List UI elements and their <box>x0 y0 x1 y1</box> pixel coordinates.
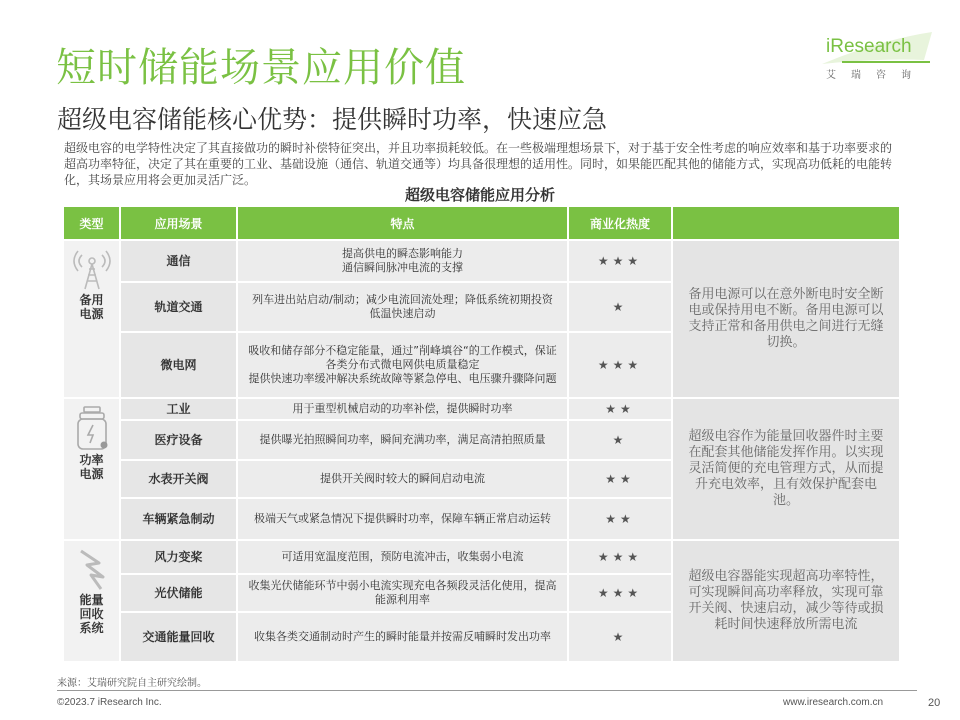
feature-cell: 极端天气或紧急情况下提供瞬时功率，保障车辆正常启动运转 <box>237 498 568 540</box>
heat-cell: ★ <box>568 612 672 662</box>
table-caption: 超级电容储能应用分析 <box>404 186 555 204</box>
scenario-cell: 通信 <box>120 240 237 282</box>
logo-brand: iResearch <box>826 36 912 57</box>
feature-cell: 收集光伏储能环节中弱小电流实现充电各频段灵活化使用，提高能源利用率 <box>237 574 568 612</box>
website-link[interactable]: www.iresearch.com.cn <box>783 697 884 708</box>
scenario-cell: 水表开关阀 <box>120 460 237 498</box>
heat-cell: ★★★ <box>568 540 672 574</box>
feature-cell: 收集各类交通制动时产生的瞬时能量并按需反哺瞬时发出功率 <box>237 612 568 662</box>
header-scenario: 应用场景 <box>120 206 237 240</box>
scenario-cell: 风力变桨 <box>120 540 237 574</box>
table-header-row <box>63 206 900 240</box>
intro-paragraph: 超级电容的电学特性决定了其直接做功的瞬时补偿特征突出，并且功率损耗较低。在一些极端理想场景下，对于基于安全性考虑的响应效率和基于功率要求的超高功率特征，决定了其在重要的工业、基础设施（通信、轨道交通等）均具备很理想的适用性。同时，如果能匹配其他的储能方式，实现高功低耗的电能转化，其场景应用将会更加灵活广泛。 <box>64 141 893 187</box>
heat-cell: ★★★ <box>568 240 672 282</box>
scenario-cell: 轨道交通 <box>120 282 237 332</box>
heat-cell: ★ <box>568 420 672 460</box>
type-label: 功率电源 <box>79 453 104 481</box>
type-label: 备用电源 <box>79 293 104 321</box>
feature-cell: 列车进出站启动/制动；减少电流回流处理；降低系统初期投资 低温快速启动 <box>237 282 568 332</box>
summary-cell: 备用电源可以在意外断电时安全断电或保持用电不断。备用电源可以支持正常和备用供电之间进行无缝切换。 <box>672 240 900 398</box>
feature-cell: 可适用宽温度范围，预防电流冲击，收集弱小电流 <box>237 540 568 574</box>
header-feature: 特点 <box>237 206 568 240</box>
feature-cell: 提供曝光拍照瞬间功率，瞬间充满功率，满足高清拍照质量 <box>237 420 568 460</box>
heat-cell: ★★ <box>568 460 672 498</box>
heat-cell: ★ <box>568 282 672 332</box>
source-note: 来源：艾瑞研究院自主研究绘制。 <box>57 678 207 689</box>
feature-cell: 提高供电的瞬态影响能力 通信瞬间脉冲电流的支撑 <box>237 240 568 282</box>
table-row <box>63 540 900 574</box>
heat-cell: ★★★ <box>568 332 672 398</box>
feature-cell: 用于重型机械启动的功率补偿，提供瞬时功率 <box>237 398 568 420</box>
type-cell <box>63 398 120 540</box>
feature-cell: 吸收和储存部分不稳定能量，通过”削峰填谷“的工作模式，保证各类分布式微电网供电质量稳定 提供快速功率缓冲解决系统故障等紧急停电、电压骤升骤降问题 <box>237 332 568 398</box>
heat-cell: ★★ <box>568 498 672 540</box>
logo-cn: 艾瑞咨询 <box>826 70 926 81</box>
iresearch-logo <box>820 30 936 86</box>
footer-divider <box>57 690 917 691</box>
scenario-cell: 微电网 <box>120 332 237 398</box>
summary-cell: 超级电容作为能量回收器件时主要在配套其他储能发挥作用。以实现灵活简便的充电管理方式，从而提升充电效率，且有效保护配套电池。 <box>672 398 900 540</box>
page-title: 短时储能场景应用价值 <box>56 45 466 91</box>
battery-jar-icon <box>74 405 110 451</box>
antenna-tower-icon <box>72 247 112 291</box>
type-label: 能量回收系统 <box>79 593 104 635</box>
scenario-cell: 交通能量回收 <box>120 612 237 662</box>
header-heat: 商业化热度 <box>568 206 672 240</box>
heat-cell: ★★★ <box>568 574 672 612</box>
scenario-cell: 车辆紧急制动 <box>120 498 237 540</box>
logo-underline <box>842 61 930 63</box>
type-cell <box>63 540 120 662</box>
type-cell <box>63 240 120 398</box>
copyright: ©2023.7 iResearch Inc. <box>57 697 162 708</box>
table-row <box>63 240 900 282</box>
header-type: 类型 <box>63 206 120 240</box>
scenario-cell: 工业 <box>120 398 237 420</box>
page-subtitle: 超级电容储能核心优势：提供瞬时功率，快速应急 <box>57 105 608 134</box>
feature-cell: 提供开关阀时较大的瞬间启动电流 <box>237 460 568 498</box>
header-summary <box>672 206 900 240</box>
scenario-cell: 光伏储能 <box>120 574 237 612</box>
summary-cell: 超级电容器能实现超高功率特性，可实现瞬间高功率释放，实现可靠开关阀、快速启动，减少等待或损耗时间快速释放所需电流 <box>672 540 900 662</box>
table-row <box>63 398 900 420</box>
lightning-icon <box>77 547 107 591</box>
scenario-cell: 医疗设备 <box>120 420 237 460</box>
analysis-table <box>62 205 901 663</box>
page-number: 20 <box>928 697 941 709</box>
heat-cell: ★★ <box>568 398 672 420</box>
